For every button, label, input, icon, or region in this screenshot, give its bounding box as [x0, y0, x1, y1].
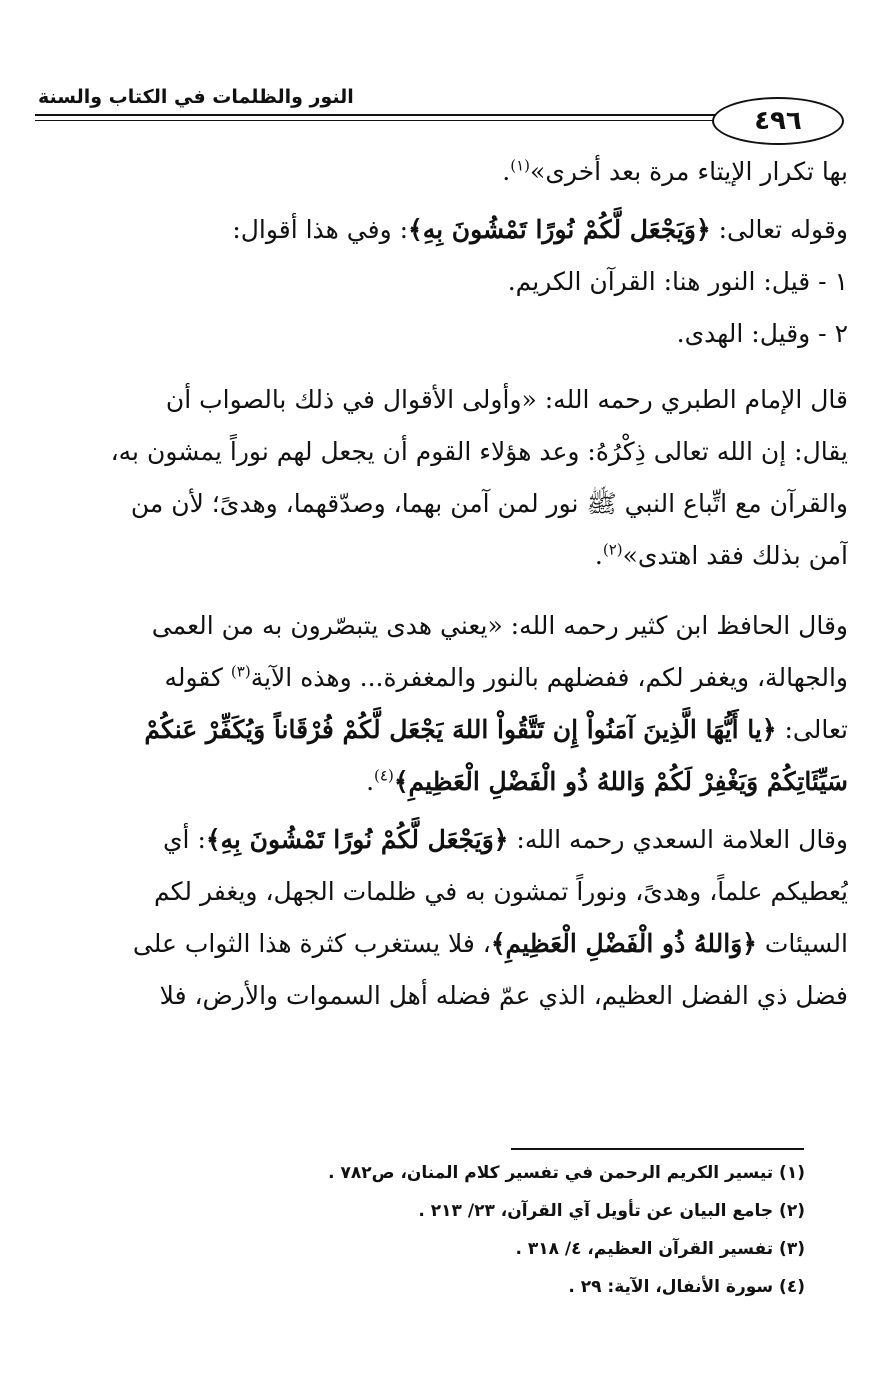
paragraph-continuation — [38, 146, 848, 198]
text-line — [38, 918, 848, 970]
running-title: النور والظلمات في الكتاب والسنة — [38, 86, 354, 108]
text-line — [38, 204, 848, 256]
text-line — [38, 814, 848, 866]
footnote-ref: (١) — [510, 156, 531, 175]
header-rule-thick — [35, 114, 725, 116]
footnote-item: (٤) سورة الأنفال، الآية: ٢٩ . — [568, 1277, 805, 1297]
footnote-separator — [511, 1148, 804, 1150]
text-line — [38, 530, 848, 582]
footnote-item: (٢) جامع البيان عن تأويل آي القرآن، ٢٣/ ٢١٣ . — [418, 1201, 805, 1221]
text-line: يُعطيكم علماً، وهدىً، ونوراً تمشون به في ظلمات الجهل، ويغفر لكم — [153, 877, 848, 906]
footnote-item: (٣) تفسير القرآن العظيم، ٤/ ٣١٨ . — [515, 1239, 805, 1259]
text-line — [38, 704, 848, 756]
list-item: ٢ - وقيل: الهدى. — [676, 319, 848, 348]
quran-quote: ﴿وَيَجْعَل لَّكُمْ نُورًا تَمْشُونَ بِهِ﴾ — [408, 215, 711, 244]
text-span: تعالى: — [776, 715, 848, 744]
footnote-item: (١) تيسير الكريم الرحمن في تفسير كلام المنان، ص٧٨٢ . — [328, 1163, 805, 1183]
text-line: قال الإمام الطبري رحمه الله: «وأولى الأقوال في ذلك بالصواب أن — [165, 385, 848, 414]
text-line: فضل ذي الفضل العظيم، الذي عمّ فضله أهل السموات والأرض، فلا — [159, 981, 848, 1010]
text-span: . — [594, 541, 603, 570]
quran-quote: ﴿وَاللهُ ذُو الْفَضْلِ الْعَظِيمِ﴾ — [490, 929, 757, 958]
footnote-ref: (٤) — [374, 766, 394, 785]
page-number: ٤٩٦ — [712, 97, 844, 145]
footnotes — [45, 1154, 805, 1306]
paragraph-verse-intro — [38, 204, 848, 360]
text-span: وقوله تعالى: — [710, 215, 848, 244]
text-line: يقال: إن الله تعالى ذِكْرُهُ: وعد هؤلاء القوم أن يجعل لهم نوراً يمشون به، — [110, 437, 848, 466]
text-span: : أي — [162, 825, 206, 854]
quran-quote: ﴿يا أَيُّهَا الَّذِينَ آمَنُواْ إِن تَتَّقُواْ اللهَ يَجْعَل لَّكُمْ فُرْقَاناً وَيُكَفِّرْ عَنكُمْ — [144, 715, 777, 744]
text-span: كقوله — [164, 663, 231, 692]
main-text — [38, 146, 848, 1022]
header-rule-thin — [35, 120, 725, 121]
text-span: والجهالة، ويغفر لكم، ففضلهم بالنور والمغفرة... وهذه الآية — [250, 663, 848, 692]
text-span: ، فلا يستغرب كثرة هذا الثواب على — [132, 929, 491, 958]
text-line — [38, 756, 848, 808]
text-line: والقرآن مع اتِّباع النبي ﷺ نور لمن آمن بهما، وصدّقهما، وهدىً؛ لأن من — [130, 489, 848, 518]
text-span: . — [366, 767, 375, 796]
paragraph-ibn-kathir — [38, 600, 848, 808]
footnote-ref: (٢) — [602, 540, 623, 559]
quran-quote: سَيِّئَاتِكُمْ وَيَغْفِرْ لَكُمْ وَاللهُ ذُو الْفَضْلِ الْعَظِيمِ﴾ — [393, 767, 848, 796]
text-line: وقال الحافظ ابن كثير رحمه الله: «يعني هدى يتبصّرون به من العمى — [151, 611, 848, 640]
paragraph-tabari — [38, 374, 848, 582]
text-line — [38, 146, 848, 198]
footnote-ref: (٣) — [230, 662, 251, 681]
text-span: السيئات — [756, 929, 848, 958]
text-span: . — [502, 157, 511, 186]
text-span: وقال العلامة السعدي رحمه الله: — [508, 825, 848, 854]
quran-quote: ﴿وَيَجْعَل لَّكُمْ نُورًا تَمْشُونَ بِهِ﴾ — [205, 825, 509, 854]
text-span: : وفي هذا أقوال: — [232, 215, 409, 244]
text-span: بها تكرار الإيتاء مرة بعد أخرى» — [530, 157, 848, 186]
text-span: آمن بذلك فقد اهتدى» — [622, 541, 848, 570]
text-line — [38, 652, 848, 704]
list-item: ١ - قيل: النور هنا: القرآن الكريم. — [507, 267, 848, 296]
paragraph-saadi — [38, 814, 848, 1022]
